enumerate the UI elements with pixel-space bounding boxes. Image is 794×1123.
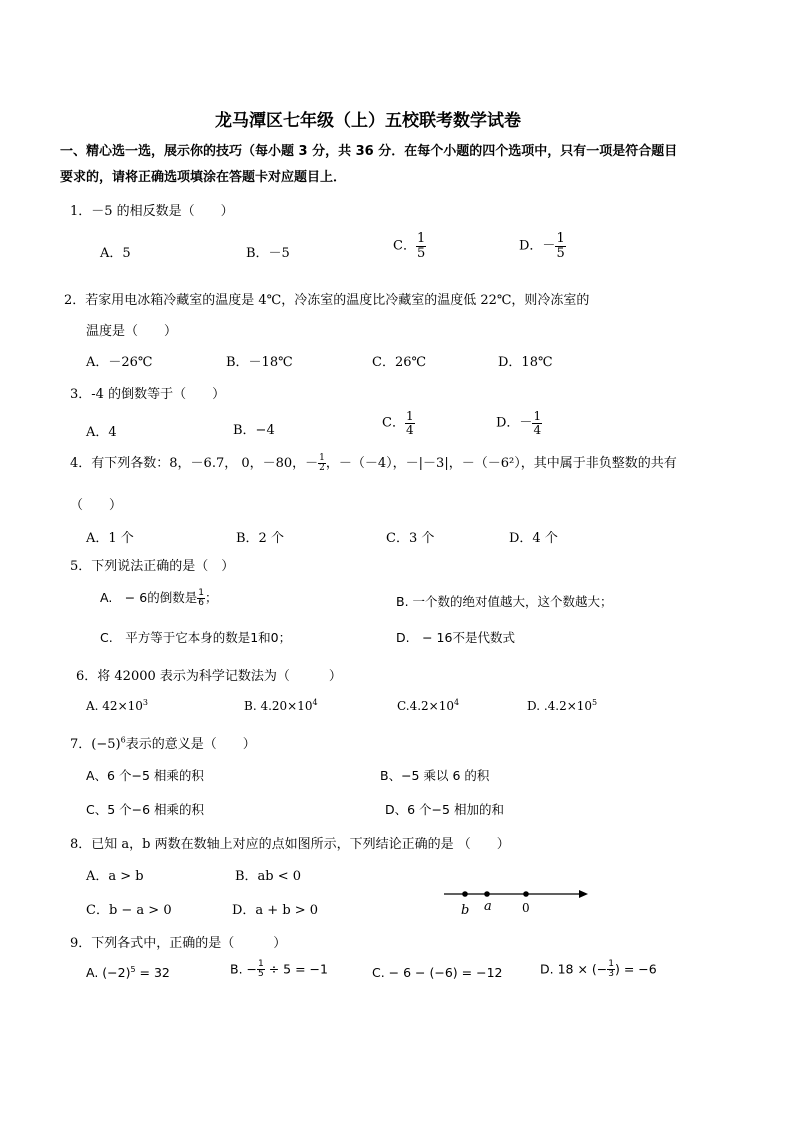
q6-option-d-text: D. .4.2×10 (527, 699, 593, 713)
q8-stem: 8．已知 a，b 两数在数轴上对应的点如图所示，下列结论正确的是 （ ） (70, 837, 510, 852)
q6-option-c-text: C.4.2×10 (397, 699, 454, 713)
q9-option-b-start: B. − (230, 961, 257, 977)
q7-stem (70, 733, 256, 752)
q4-option-c: C．3 个 (386, 531, 435, 546)
q9-option-c: C. − 6 − (−6) = −12 (372, 965, 503, 980)
q5-option-a (100, 588, 217, 608)
q5-option-a-end: ； (204, 590, 218, 605)
q1-option-c-label: C． (393, 238, 416, 254)
exponent: 5 (592, 698, 598, 707)
q9-option-d-start: D. 18 × (− (540, 961, 608, 977)
point-b (462, 891, 468, 897)
point-a (484, 891, 490, 897)
exponent: 3 (142, 698, 148, 707)
q9-option-a-base: A. (−2) (86, 965, 131, 980)
q6-option-a (86, 699, 148, 713)
fraction-numerator: 1 (533, 409, 542, 423)
q8-option-c: C．b − a > 0 (86, 903, 172, 918)
section-instructions-line1: 一、精心选一选，展示你的技巧（每小题 3 分，共 36 分．在每个小题的四个选项中，只有一项是符合题目 (60, 144, 678, 159)
q1-option-a: A．5 (100, 246, 131, 261)
q6-option-c (397, 699, 459, 713)
q9-option-b-end: ÷ 5 = −1 (264, 961, 328, 977)
point-zero (523, 891, 529, 897)
q7-option-d: D、6 个−5 相加的和 (385, 802, 504, 817)
q7-stem-text: 表示的意义是（ ） (125, 737, 256, 752)
q4-stem-end: ，－（－4），－|－3|，－（－6²），其中属于非负整数的共有 (325, 456, 677, 471)
q1-stem: 1．－5 的相反数是（ ） (70, 204, 234, 219)
q2-stem: 2．若家用电冰箱冷藏室的温度是 4℃，冷冻室的温度比冷藏室的温度低 22℃，则冷冻室的 (64, 293, 590, 308)
q3-option-c (382, 410, 415, 436)
exponent: 4 (312, 698, 318, 707)
q7-option-c: C、5 个−6 相乘的积 (86, 802, 205, 817)
q4-option-a: A．1 个 (86, 531, 134, 546)
fraction-denominator: 5 (556, 245, 565, 261)
q8-option-a: A．a > b (86, 869, 144, 884)
fraction-numerator: 1 (319, 452, 325, 463)
fraction-numerator: 1 (258, 959, 264, 969)
number-line-figure (440, 882, 592, 918)
q9-option-d-end: ) = −6 (614, 961, 657, 977)
exponent: 4 (453, 698, 460, 707)
q8-option-b: B．ab < 0 (235, 869, 302, 884)
q4-stem-line2: （ ） (70, 498, 123, 513)
q2-option-d: D．18℃ (498, 355, 553, 370)
q3-option-b: B．−4 (233, 423, 275, 438)
q5-option-b: B. 一个数的绝对值越大，这个数越大； (396, 594, 613, 609)
q9-option-d-fraction (607, 960, 615, 980)
fraction-denominator: 5 (258, 969, 264, 980)
q1-option-d-label: D．－ (519, 238, 556, 254)
q9-option-d (540, 960, 657, 980)
label-zero: 0 (522, 901, 530, 915)
label-a: a (484, 899, 492, 914)
fraction-numerator: 1 (556, 231, 565, 246)
fraction-denominator: 4 (405, 422, 414, 437)
q6-option-b (244, 699, 318, 713)
q9-option-b (230, 960, 328, 980)
q5-option-c: C. 平方等于它本身的数是1和0； (100, 630, 292, 645)
q2-stem-line2: 温度是（ ） (86, 324, 178, 339)
q1-option-c-fraction (416, 232, 426, 260)
q1-option-c (393, 232, 426, 260)
q4-option-d: D．4 个 (509, 531, 558, 546)
q7-option-b: B、−5 乘以 6 的积 (380, 768, 490, 783)
q9-stem: 9．下列各式中，正确的是（ ） (70, 936, 287, 951)
q2-option-c: C．26℃ (372, 355, 427, 370)
q4-stem-start: 4．有下列各数：8，－6.7， 0，－80，－ (70, 456, 319, 471)
q4-option-b: B．2 个 (236, 531, 284, 546)
q8-option-d: D．a + b > 0 (232, 903, 319, 918)
exponent: 5 (130, 964, 136, 974)
q3-option-c-label: C． (382, 415, 405, 431)
fraction-denominator: 5 (416, 245, 426, 261)
q6-option-b-text: B. 4.20×10 (244, 699, 313, 713)
q3-option-a: A．4 (86, 425, 117, 440)
q5-option-a-fraction (197, 589, 205, 609)
fraction-denominator: 6 (198, 598, 204, 608)
q3-option-d-label: D．－ (496, 415, 533, 431)
exponent: 6 (120, 735, 126, 745)
q5-stem: 5．下列说法正确的是（ ） (70, 559, 235, 574)
q3-stem: 3．-4 的倒数等于（ ） (70, 387, 226, 402)
q5-option-a-text: A. − 6的倒数是 (100, 590, 198, 605)
q9-option-a (86, 965, 170, 980)
q5-option-d: D. − 16不是代数式 (396, 630, 515, 645)
q7-option-a: A、6 个−5 相乘的积 (86, 768, 204, 783)
fraction-numerator: 1 (198, 587, 204, 598)
q9-option-b-fraction (257, 960, 265, 980)
q9-option-a-result: = 32 (135, 965, 170, 980)
q6-option-d (527, 699, 597, 713)
q3-option-d (496, 410, 542, 436)
label-b: b (461, 903, 470, 918)
q7-stem-expr: 7．(−5) (70, 737, 121, 752)
q4-stem (70, 452, 677, 473)
q4-stem-fraction (318, 454, 326, 474)
fraction-numerator: 1 (416, 231, 426, 246)
q1-option-b: B．－5 (246, 246, 290, 261)
fraction-denominator: 3 (608, 969, 614, 980)
fraction-denominator: 2 (319, 463, 325, 473)
q2-option-b: B．－18℃ (226, 355, 293, 370)
fraction-numerator: 1 (405, 409, 414, 423)
q2-option-a: A．－26℃ (86, 355, 153, 370)
q3-option-d-fraction (532, 410, 542, 436)
q6-stem: 6．将 42000 表示为科学记数法为（ ） (76, 669, 342, 684)
q3-option-c-fraction (405, 410, 415, 436)
q6-option-a-text: A. 42×10 (86, 699, 143, 713)
page-title: 龙马潭区七年级（上）五校联考数学试卷 (215, 111, 521, 131)
number-line-arrowhead (579, 890, 588, 898)
fraction-numerator: 1 (608, 959, 614, 969)
q1-option-d (519, 232, 566, 260)
q1-option-d-fraction (555, 232, 565, 260)
fraction-denominator: 4 (533, 422, 542, 437)
section-instructions-line2: 要求的，请将正确选项填涂在答题卡对应题目上． (60, 170, 347, 185)
